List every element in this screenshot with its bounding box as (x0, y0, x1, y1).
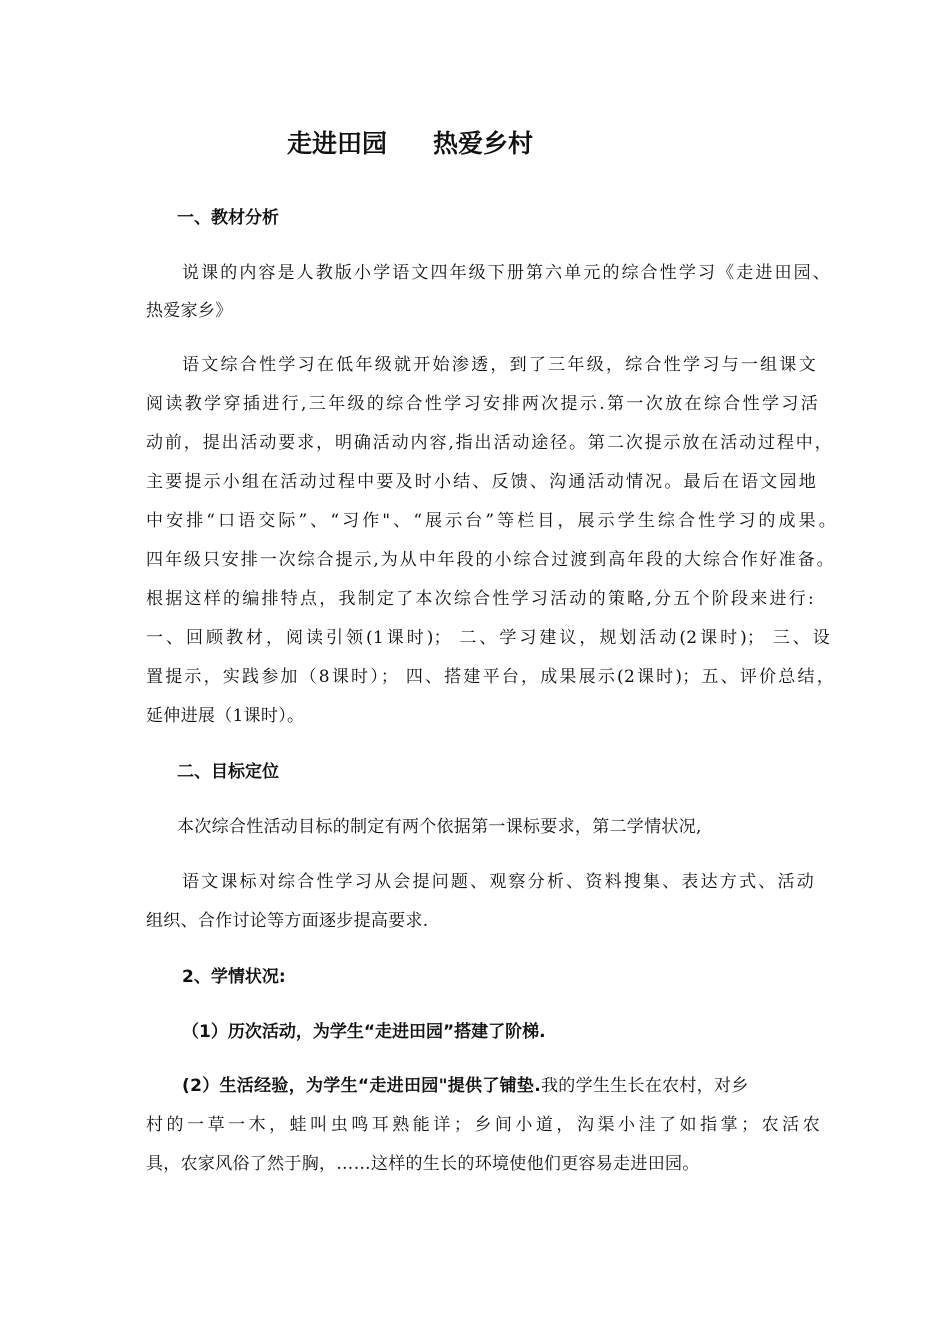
section-heading-2: 二、目标定位 (177, 762, 279, 782)
paragraph-line: 阅读教学穿插进行,三年级的综合性学习安排两次提示.第一次放在综合性学习活 (146, 394, 818, 414)
paragraph-line: 延伸进展（1课时）。 (146, 706, 305, 726)
section-heading-1: 一、教材分析 (177, 208, 279, 228)
title-part-2: 热爱乡村 (433, 129, 534, 158)
paragraph-line: 置提示，实践参加（8课时）； 四、搭建平台，成果展示(2课时)；五、评价总结， (146, 667, 834, 687)
paragraph-line: 主要提示小组在活动过程中要及时小结、反馈、沟通活动情况。最后在语文园地 (146, 472, 816, 492)
paragraph-line: 热爱家乡》 (146, 301, 233, 321)
list-item-2-lead: (2）生活经验，为学生“走进田园"提供了铺垫. (182, 1076, 541, 1096)
paragraph-line: 一、回顾教材，阅读引领(1课时)； 二、学习建议，规划活动(2课时)； 三、设 (146, 628, 830, 648)
sub-heading: 2、学情状况: (182, 967, 286, 987)
paragraph-line: 根据这样的编排特点，我制定了本次综合性学习活动的策略,分五个阶段来进行: (146, 589, 814, 609)
paragraph-line: 语文综合性学习在低年级就开始渗透，到了三年级，综合性学习与一组课文 (182, 355, 816, 375)
paragraph-line: 中安排“口语交际”、“习作"、“展示台”等栏目，展示学生综合性学习的成果。 (146, 511, 836, 531)
paragraph-line: 语文课标对综合性学习从会提问题、观察分析、资料搜集、表达方式、活动 (182, 872, 814, 892)
list-item-2-first-line (182, 1075, 836, 1097)
paragraph-line: 四年级只安排一次综合提示,为从中年段的小综合过渡到高年段的大综合作好准备。 (146, 550, 834, 570)
paragraph-line: 组织、合作讨论等方面逐步提高要求. (146, 911, 429, 931)
paragraph-line: 村的一草一木，蛙叫虫鸣耳熟能详；乡间小道，沟渠小洼了如指掌；农活农 (146, 1115, 820, 1135)
list-item-1: （1）历次活动，为学生“走进田园”搭建了阶梯. (182, 1022, 546, 1042)
paragraph-line: 动前，提出活动要求，明确活动内容,指出活动途径。第二次提示放在活动过程中， (146, 433, 832, 453)
document-title (0, 128, 820, 160)
paragraph-line: 具，农家风俗了然于胸，……这样的生长的环境使他们更容易走进田园。 (146, 1154, 700, 1174)
paragraph-line: 说课的内容是人教版小学语文四年级下册第六单元的综合性学习《走进田园、 (182, 263, 830, 283)
paragraph-line: 本次综合性活动目标的制定有两个依据第一课标要求，第二学情状况, (177, 817, 702, 837)
title-part-1: 走进田园 (286, 129, 387, 158)
list-item-2-text: 我的学生生长在农村，对乡 (541, 1076, 749, 1096)
